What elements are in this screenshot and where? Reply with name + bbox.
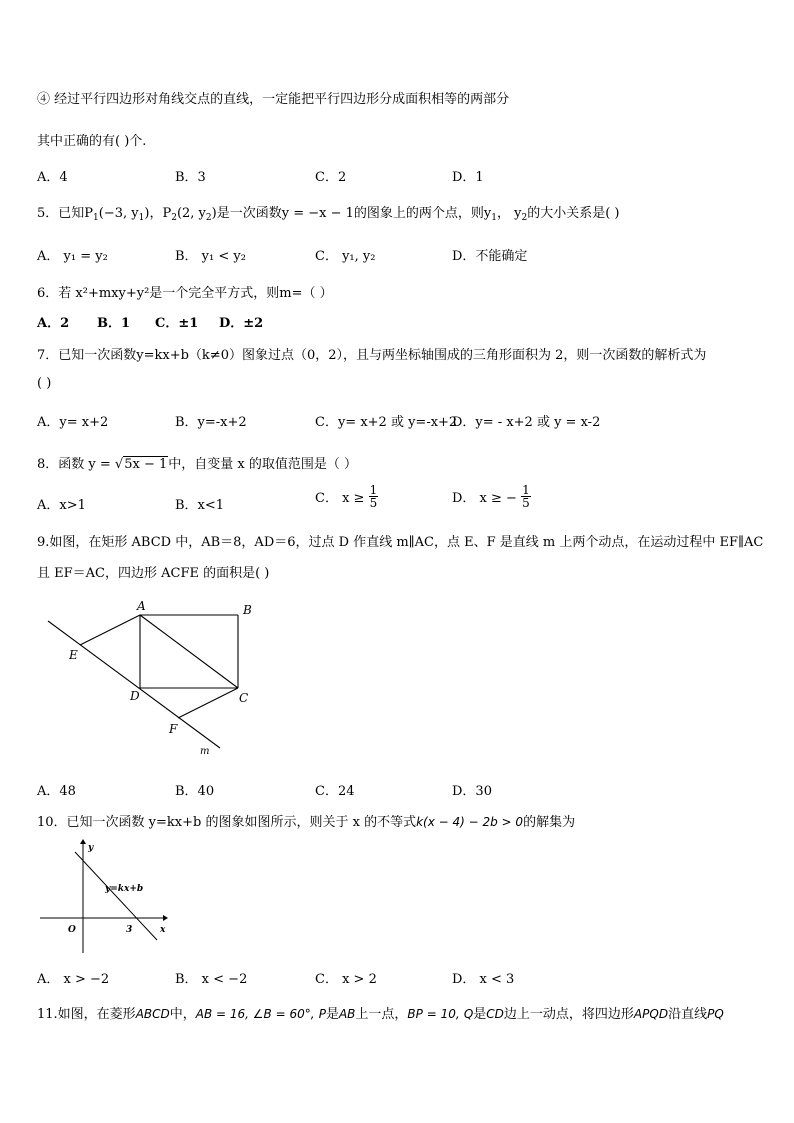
q11-p2: 中， [169, 1007, 196, 1022]
q5-y1: y [483, 206, 492, 221]
q9-diagonal-ac [140, 615, 238, 688]
q7-stem-tail: ( ) [37, 376, 52, 391]
q8-c-num: 1 [369, 483, 378, 497]
q10-stem [37, 811, 575, 830]
q10-x-arrow [163, 915, 168, 921]
q5-prefix: 5．已知 [37, 206, 85, 221]
q10-function-line [75, 852, 157, 940]
q10-label-3: 3 [126, 925, 133, 935]
q9-label-m: m [200, 746, 210, 757]
q11-p5: 上一点， [355, 1007, 408, 1022]
q5-p1-coord: (−3, y [98, 206, 139, 221]
q10-prefix: 10．已知一次函数 y=kx+b 的图象如图所示，则关于 x 的不等式 [37, 815, 417, 830]
q8-options [37, 484, 757, 524]
q10-label-y: y [88, 843, 94, 853]
q9-label-b: B [243, 603, 252, 617]
q8-option-c-label: C． x ≥ [315, 491, 365, 506]
q6-option-a[interactable]: A．2 [37, 316, 70, 331]
q5-option-d[interactable]: D．不能确定 [452, 249, 528, 264]
q11-p: P [318, 1007, 326, 1021]
q5-option-a[interactable]: A． y₁ = y₂ [37, 249, 108, 264]
q10-label-func: y=kx+b [105, 884, 144, 894]
q5-suffix: 的图象上的两个点，则 [353, 206, 484, 221]
q5-option-c[interactable]: C． y₁, y₂ [315, 249, 376, 264]
q5-y-and: ， y [496, 206, 522, 221]
q9-option-d[interactable]: D．30 [452, 784, 492, 799]
q6-stem: 6．若 x²+mxy+y²是一个完全平方式，则m=（ ） [37, 286, 333, 301]
q11-p1: 11.如图，在菱形 [37, 1007, 136, 1022]
q10-suffix: 的解集为 [523, 815, 576, 830]
q8-suffix: 中，自变量 x 的取值范围是（ ） [168, 457, 357, 472]
q11-seg-ab: AB [338, 1007, 356, 1021]
q9-figure [40, 595, 250, 760]
q9-label-c: C [239, 691, 249, 705]
q4-option-a[interactable]: A．4 [37, 170, 68, 185]
q5-p2: P [162, 206, 172, 221]
q5-option-b[interactable]: B． y₁ < y₂ [175, 249, 246, 264]
q11-p4: 是 [325, 1007, 339, 1022]
q11-q: Q [463, 1007, 474, 1021]
q9-label-d: D [130, 689, 140, 703]
q5-stem: 5．已知$P_1(-3$, $y_1$)，$P_2(2$, $y_2$)是一次函数y = −x − 1的图象上的两个点，则$y_1$， $y_2$的大小关系是( ) [37, 206, 620, 223]
q10-label-x: x [160, 925, 166, 935]
q10-label-origin: O [68, 925, 76, 935]
q9-option-b[interactable]: B．40 [175, 784, 215, 799]
q10-option-c[interactable]: C． x > 2 [315, 972, 377, 987]
q11-rhombus: ABCD [135, 1007, 170, 1021]
q8-option-b[interactable]: B．x<1 [175, 498, 225, 513]
q9-stem: 9.如图，在矩形 ABCD 中，AB＝8，AD＝6，过点 D 作直线 m∥AC，点 E、F 是直线 m 上两个动点，在运动过程中 EF∥AC [37, 535, 764, 550]
q10-option-b[interactable]: B． x < −2 [175, 972, 248, 987]
q10-option-d[interactable]: D． x < 3 [452, 972, 515, 987]
q9-label-a: A [137, 599, 146, 613]
q9-line-m [48, 621, 220, 748]
q5-p1: P [84, 206, 94, 221]
q5-p2-coord: (2, y [176, 206, 206, 221]
q9-segment-fc [178, 688, 238, 718]
q8-d-den: 5 [522, 496, 530, 510]
q10-figure [35, 838, 175, 958]
q5-end: 的大小关系是( ) [527, 206, 620, 221]
q8-stem: 8．函数 y = √5x − 1中，自变量 x 的取值范围是（ ） [37, 457, 357, 472]
q9-label-e: E [69, 648, 78, 662]
q11-p7: 是 [473, 1007, 487, 1022]
q9-label-f: F [169, 722, 178, 736]
q11-stem [37, 1003, 724, 1022]
q7-option-a[interactable]: A．y= x+2 [37, 415, 109, 430]
q11-cond: AB = 16, ∠B = 60°, [195, 1007, 315, 1021]
q7-option-b[interactable]: B．y=-x+2 [175, 415, 247, 430]
question-intro: 其中正确的有( )个. [37, 134, 147, 149]
q9-stem-tail: 且 EF＝AC，四边形 ACFE 的面积是( ) [37, 566, 270, 581]
q5-mid: 是一次函数 [216, 206, 282, 221]
q11-seg-cd: CD [486, 1007, 504, 1021]
q10-inequality: k(x − 4) − 2b > 0 [416, 815, 524, 829]
q8-c-den: 5 [369, 496, 378, 510]
q5-comma: ， [149, 206, 163, 221]
q8-option-c-fraction [369, 484, 379, 509]
q8-prefix: 8．函数 y = [37, 457, 115, 472]
q11-quad: APQD [633, 1007, 669, 1021]
q8-d-num: 1 [522, 483, 530, 497]
q7-option-d[interactable]: D．y= - x+2 或 y = x-2 [452, 415, 601, 430]
q5-func: y = −x − 1 [281, 206, 354, 221]
q11-line-pq: PQ [707, 1007, 724, 1021]
q11-p8: 边上一动点，将四边形 [503, 1007, 634, 1022]
q9-segment-ea [80, 615, 140, 645]
q6-option-d[interactable]: D．±2 [219, 316, 264, 331]
q8-option-a[interactable]: A．x>1 [37, 498, 86, 513]
q4-option-c[interactable]: C．2 [315, 170, 347, 185]
q8-radicand: 5x − 1 [124, 457, 168, 472]
q10-option-a[interactable]: A． x > −2 [37, 972, 110, 987]
q11-p9: 沿直线 [668, 1007, 708, 1022]
q8-option-d-label: D． x ≥ − [452, 491, 517, 506]
q8-option-c[interactable] [315, 484, 378, 509]
q9-option-c[interactable]: C．24 [315, 784, 355, 799]
q4-option-b[interactable]: B．3 [175, 170, 206, 185]
q6-option-c[interactable]: C．±1 [155, 316, 199, 331]
q11-cond2: BP = 10, [407, 1007, 460, 1021]
statement-4: ④ 经过平行四边形对角线交点的直线，一定能把平行四边形分成面积相等的两部分 [37, 92, 510, 107]
q7-stem: 7．已知一次函数y=kx+b（k≠0）图象过点（0，2），且与两坐标轴围成的三角形面积为 2，则一次函数的解析式为 [37, 348, 707, 363]
q8-option-d[interactable] [452, 484, 531, 509]
q7-option-c[interactable]: C．y= x+2 或 y=-x+2 [315, 415, 458, 430]
q9-option-a[interactable]: A．48 [37, 784, 76, 799]
q10-y-arrow [80, 839, 86, 844]
q6-option-b[interactable]: B．1 [97, 316, 131, 331]
q8-option-d-fraction [521, 484, 531, 509]
q4-option-d[interactable]: D．1 [452, 170, 484, 185]
